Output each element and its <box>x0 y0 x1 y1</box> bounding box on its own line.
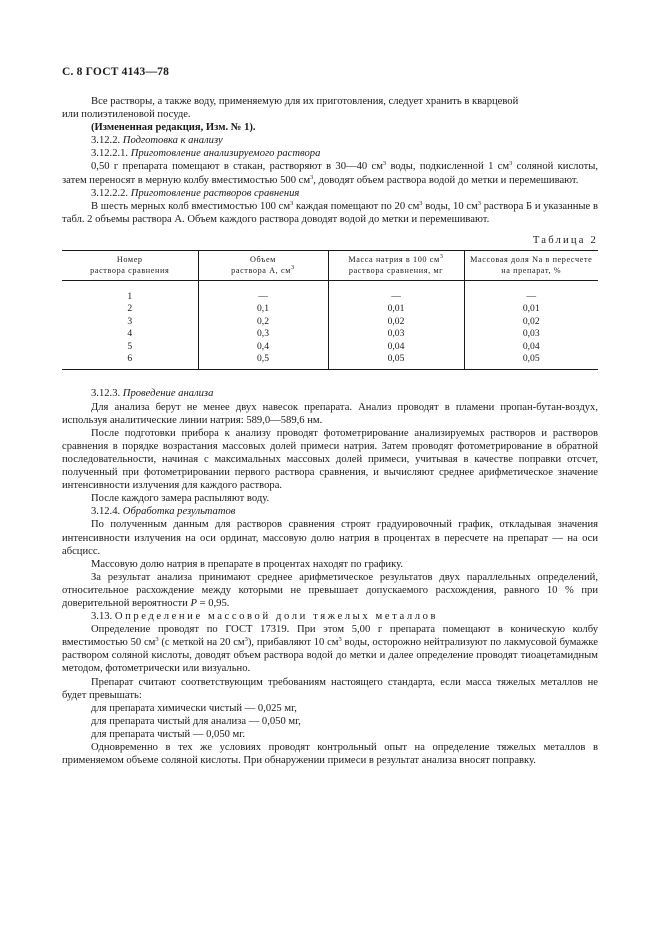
text-run: воды, 10 см <box>422 200 478 212</box>
section-number: 3.12.3. <box>91 388 121 400</box>
superscript: 3 <box>290 199 294 207</box>
text-run: За результат анализа принимают среднее арифметическое результатов двух параллельных определений, относительное расхождение между которыми не превышает допускаемого расхождения, равного 10 % при доверительной вероятности <box>62 571 598 609</box>
table-cell: 4 <box>127 328 133 340</box>
superscript: 3 <box>310 173 314 181</box>
column-header-sodium-mass <box>328 251 464 281</box>
section-3-12-2-1 <box>62 147 598 160</box>
section-title: Приготовление анализируемого раствора <box>130 148 321 160</box>
column-header-mass-fraction <box>464 251 598 281</box>
table-row <box>62 353 598 370</box>
text-line: или полиэтиленовой посуде. <box>62 109 191 121</box>
table-cell: 2 <box>127 303 133 315</box>
header-line: Массовая доля Na в пересчете <box>470 255 593 265</box>
header-line: на препарат, % <box>501 266 562 276</box>
document-body <box>62 95 598 767</box>
section-3-12-2 <box>62 134 598 147</box>
table-cell: — <box>328 291 464 303</box>
limit-item: для препарата чистый для анализа — 0,050 мг, <box>91 715 301 727</box>
table-cell: 0,03 <box>464 328 598 340</box>
paragraph-photometry: После подготовки прибора к анализу проводят фотометрирование анализируемых растворов и растворов сравнения в порядке возрастания массовых долей примеси натрия. Затем проводят фотометрирование в обратной последовательности, начиная с максимальных массовых долей примеси, учитывая в качестве поправки отсчет, полученный при фотометрировании первого раствора сравнения, и вычисляют среднее арифметическое значение интенсивности излучения для каждого раствора. <box>62 427 598 492</box>
section-number: 3.12.2.1. <box>91 148 129 160</box>
page-header: С. 8 ГОСТ 4143—78 <box>62 66 170 78</box>
section-number: 3.12.2. <box>91 135 121 147</box>
table-cell: — <box>464 291 598 303</box>
header-line: раствора А, см <box>231 266 291 276</box>
table-row <box>62 341 598 353</box>
table-cell: 0,1 <box>198 303 328 315</box>
table-cell: 0,2 <box>198 316 328 328</box>
text-run: воды, осторожно нейтрализуют по лакмусовой бумажке раствором соляной кислоты, доводят объем раствора водой до метки и далее определение проводят тиоацетамидным методом, фотометрически или визуально. <box>62 637 598 675</box>
section-3-12-2-2 <box>62 187 598 200</box>
table-cell: 0,04 <box>464 341 598 353</box>
text-run: = 0,95. <box>196 597 230 609</box>
table-cell: 0,02 <box>464 316 598 328</box>
table-cell: 6 <box>62 353 198 370</box>
edition-text: (Измененная редакция, Изм. № 1). <box>91 122 256 134</box>
section-number: 3.12.4. <box>91 506 121 518</box>
section-3-12-3 <box>62 387 598 400</box>
table-cell: 3 <box>127 315 133 327</box>
table-caption: Таблица 2 <box>532 234 598 246</box>
superscript: 3 <box>439 253 444 261</box>
text-line: Все растворы, а также воду, применяемую для их приготовления, следует хранить в кварцевой <box>91 96 519 107</box>
section-title: Обработка результатов <box>122 506 236 518</box>
paragraph-graph: Массовую долю натрия в препарате в процентах находят по графику. <box>91 558 403 570</box>
paragraph-result <box>62 571 598 610</box>
table-cell: 0,01 <box>328 303 464 315</box>
table-spacer <box>62 281 598 292</box>
section-title: Подготовка к анализу <box>122 135 223 147</box>
table-header-row <box>62 251 598 281</box>
paragraph-control-test: Одновременно в тех же условиях проводят контрольный опыт на определение тяжелых металлов в применяемом объеме соляной кислоты. При обнаружении примеси в результат анализа вносят поправку. <box>62 742 598 767</box>
text-run: Определение проводят по ГОСТ 17319. При этом 5,00 г препарата помещают в коническую колбу вместимостью 50 см <box>62 624 598 649</box>
column-header-volume <box>198 251 328 281</box>
section-number: 3.12.2.2. <box>91 187 129 199</box>
table-cell: 0,02 <box>328 316 464 328</box>
table-cell: 0,04 <box>328 341 464 353</box>
reference-solutions-table <box>62 250 598 370</box>
superscript: 3 <box>290 264 295 272</box>
superscript: 3 <box>155 636 159 644</box>
text-run: воды, подкисленной 1 см <box>386 161 510 173</box>
text-run: раствора Б и указанные в табл. 2 объемы раствора А. Объем каждого раствора доводят водой до метки и перемешивают. <box>62 200 598 225</box>
text-run: каждая помещают по 20 см <box>293 200 420 212</box>
text-run: 0,50 г препарата помещают в стакан, растворяют в 30—40 см <box>91 161 383 173</box>
text-run: ), прибавляют 10 см <box>247 637 339 649</box>
header-line: Объем <box>250 255 276 265</box>
paragraph-calibration: По полученным данным для растворов сравнения строят градуировочный график, откладывая значения интенсивности излучения на оси ординат, массовую долю натрия в процентах в пересчете на препарат — на оси абсцисс. <box>62 519 598 557</box>
table-cell: 5 <box>127 340 133 352</box>
table-cell: 0,5 <box>198 353 328 370</box>
table-cell: 0,3 <box>198 328 328 340</box>
paragraph-spray-water: После каждого замера распыляют воду. <box>91 493 270 505</box>
paragraph-compliance: Препарат считают соответствующим требованиям настоящего стандарта, если масса тяжелых металлов не будет превышать: <box>62 676 598 701</box>
table-cell: 0,03 <box>328 328 464 340</box>
text-run: В шесть мерных колб вместимостью 100 см <box>91 200 291 212</box>
paragraph-sample-prep <box>62 160 598 186</box>
table-cell: 0,01 <box>464 303 598 315</box>
superscript: 3 <box>477 199 482 207</box>
table-row <box>62 303 598 315</box>
superscript: 3 <box>244 636 248 644</box>
paragraph-reference-solutions <box>62 200 598 226</box>
table-cell: 0,05 <box>464 353 598 370</box>
table-cell: 0,4 <box>198 341 328 353</box>
superscript: 3 <box>419 199 423 207</box>
table-cell: 0,05 <box>328 353 464 370</box>
table-row <box>62 291 598 303</box>
limit-item: для препарата чистый — 0,050 мг. <box>91 728 246 740</box>
header-line: Номер <box>116 255 143 265</box>
header-line: раствора сравнения <box>90 266 170 276</box>
section-3-12-4 <box>62 505 598 518</box>
edition-note <box>62 121 598 134</box>
table-cell: — <box>198 291 328 303</box>
header-line: Масса натрия в 100 см <box>348 255 440 265</box>
section-number: 3.13. <box>91 611 113 623</box>
section-title: Проведение анализа <box>122 388 214 400</box>
table-row <box>62 328 598 340</box>
superscript: 3 <box>509 160 513 168</box>
column-header-number <box>62 251 198 281</box>
text-run: (с меткой на 20 см <box>158 637 245 649</box>
superscript: 3 <box>338 636 342 644</box>
text-run: соляной кислоты, затем переносят в мерную колбу вместимостью 500 см <box>62 161 598 186</box>
paragraph-storage <box>62 95 598 121</box>
text-run: , доводят объем раствора водой до метки и перемешивают. <box>313 174 579 186</box>
paragraph-heavy-metals <box>62 623 598 675</box>
table-cell: 1 <box>127 291 133 303</box>
limit-item: для препарата химически чистый — 0,025 мг, <box>91 702 297 714</box>
table-row <box>62 316 598 328</box>
section-title: Определение массовой доли тяжелых металлов <box>114 611 439 623</box>
superscript: 3 <box>382 160 387 168</box>
header-line: раствора сравнения, мг <box>348 266 444 276</box>
section-title: Приготовление растворов сравнения <box>130 187 300 199</box>
paragraph-analysis: Для анализа берут не менее двух навесок препарата. Анализ проводят в пламени пропан-бутан-воздух, используя аналитические линии натрия: 589,0—589,6 нм. <box>62 401 598 426</box>
probability-symbol: P <box>190 597 197 609</box>
section-3-13 <box>62 610 598 623</box>
